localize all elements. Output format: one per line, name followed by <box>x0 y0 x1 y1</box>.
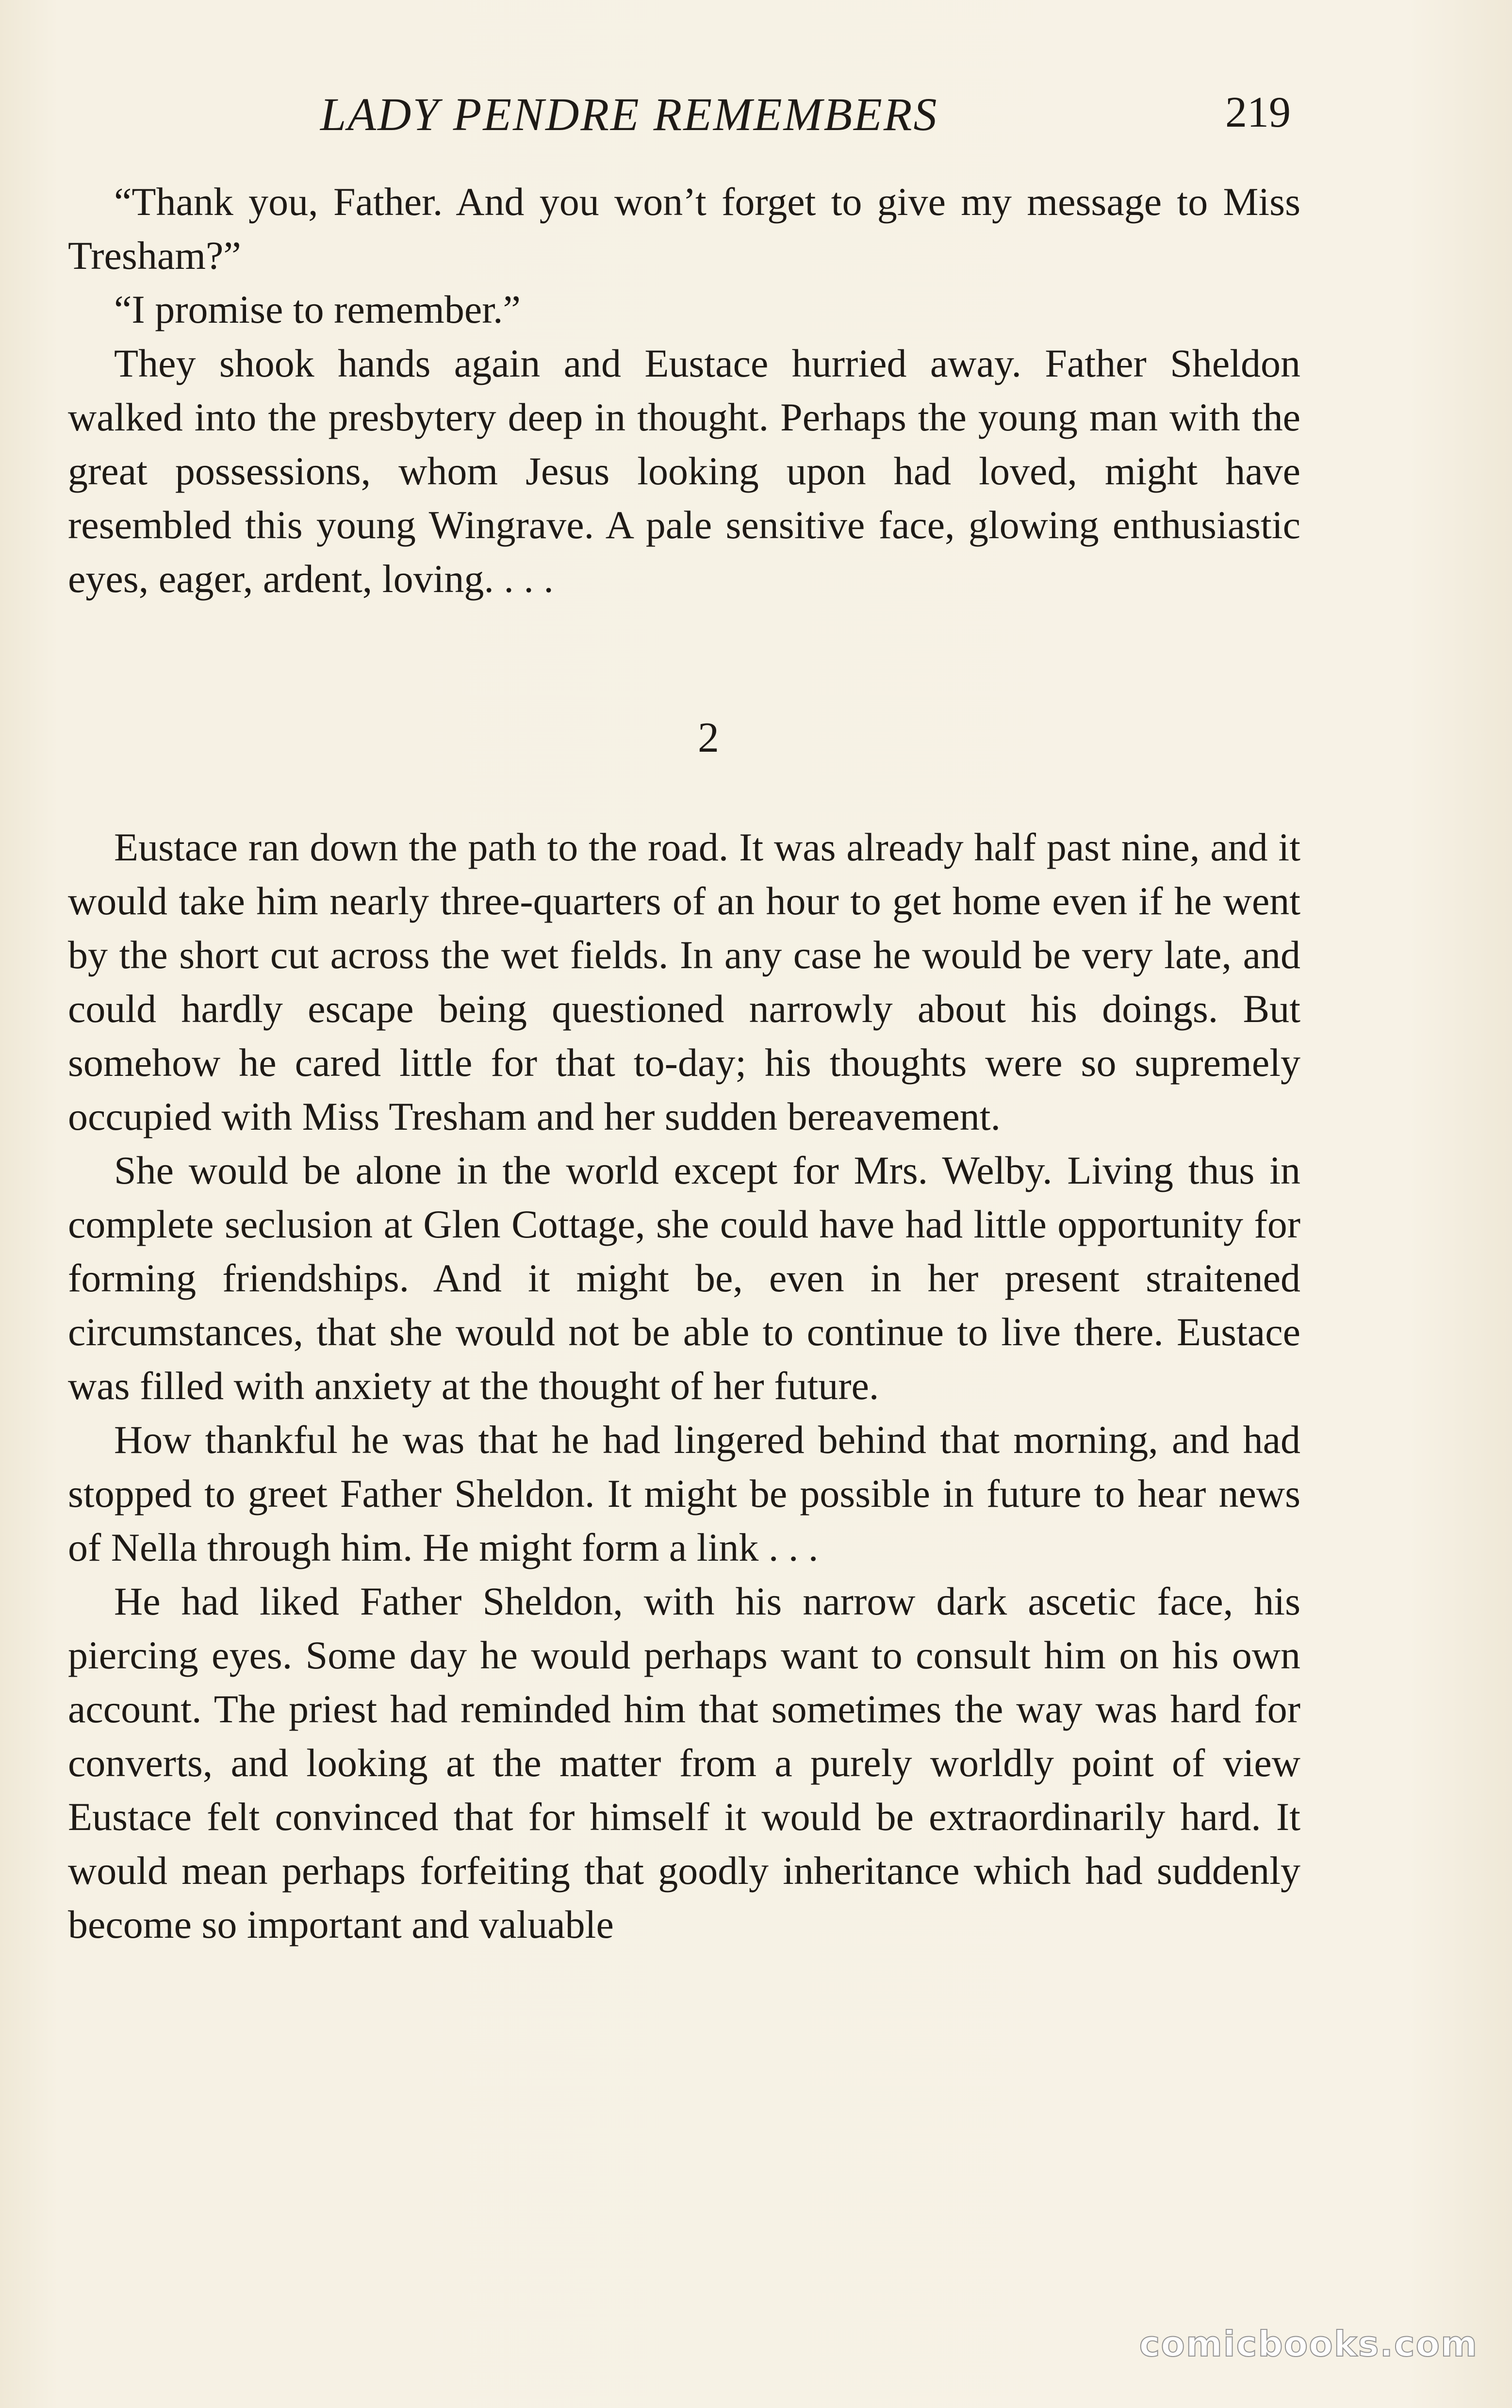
text-block-before-break <box>68 175 1300 606</box>
paragraph: Eustace ran down the path to the road. It was already half past nine, and it would take him nearly three-quarters of an hour to get home even if he went by the short cut across the wet fields. In any case he would be very late, and could hardly escape being questioned narrowly about his doings. But somehow he cared little for that to-day; his thoughts were so supremely occupied with Miss Tresham and her sudden bereavement. <box>68 825 1300 1138</box>
watermark: comicbooks.com <box>1139 2324 1478 2364</box>
page-number: 219 <box>1225 88 1291 136</box>
page-header <box>68 87 1291 155</box>
text-block-after-break <box>68 820 1300 1951</box>
paragraph: She would be alone in the world except for Mrs. Welby. Living thus in complete seclusion at Glen Cottage, she could have had little opportunity for forming friendships. And it might be, even in her present straitened circumstances, that she would not be able to continue to live there. Eustace was filled with anxiety at the thought of her future. <box>68 1148 1300 1408</box>
running-title: LADY PENDRE REMEMBERS <box>320 88 938 140</box>
paragraph: They shook hands again and Eustace hurried away. Father Sheldon walked into the presbytery deep in thought. Perhaps the young man with the great possessions, whom Jesus looking upon had loved, might have resembled this young Wingrave. A pale sensitive face, glowing enthusiastic eyes, eager, ardent, loving. . . . <box>68 341 1300 601</box>
paragraph: “Thank you, Father. And you won’t forget to give my message to Miss Tresham?” <box>68 180 1300 278</box>
paragraph: “I promise to remember.” <box>114 287 521 331</box>
paragraph: He had liked Father Sheldon, with his narrow dark ascetic face, his piercing eyes. Some day he would perhaps want to consult him on his own account. The priest had reminded him that sometimes the way was hard for converts, and looking at the matter from a purely worldly point of view Eustace felt convinced that for himself it would be extraordinarily hard. It would mean perhaps forfeiting that goodly inheritance which had suddenly become so important and valuable <box>68 1579 1300 1946</box>
paragraph: How thankful he was that he had lingered behind that morning, and had stopped to greet Father Sheldon. It might be possible in future to hear news of Nella through him. He might form a link . . . <box>68 1418 1300 1569</box>
section-number: 2 <box>698 714 719 761</box>
